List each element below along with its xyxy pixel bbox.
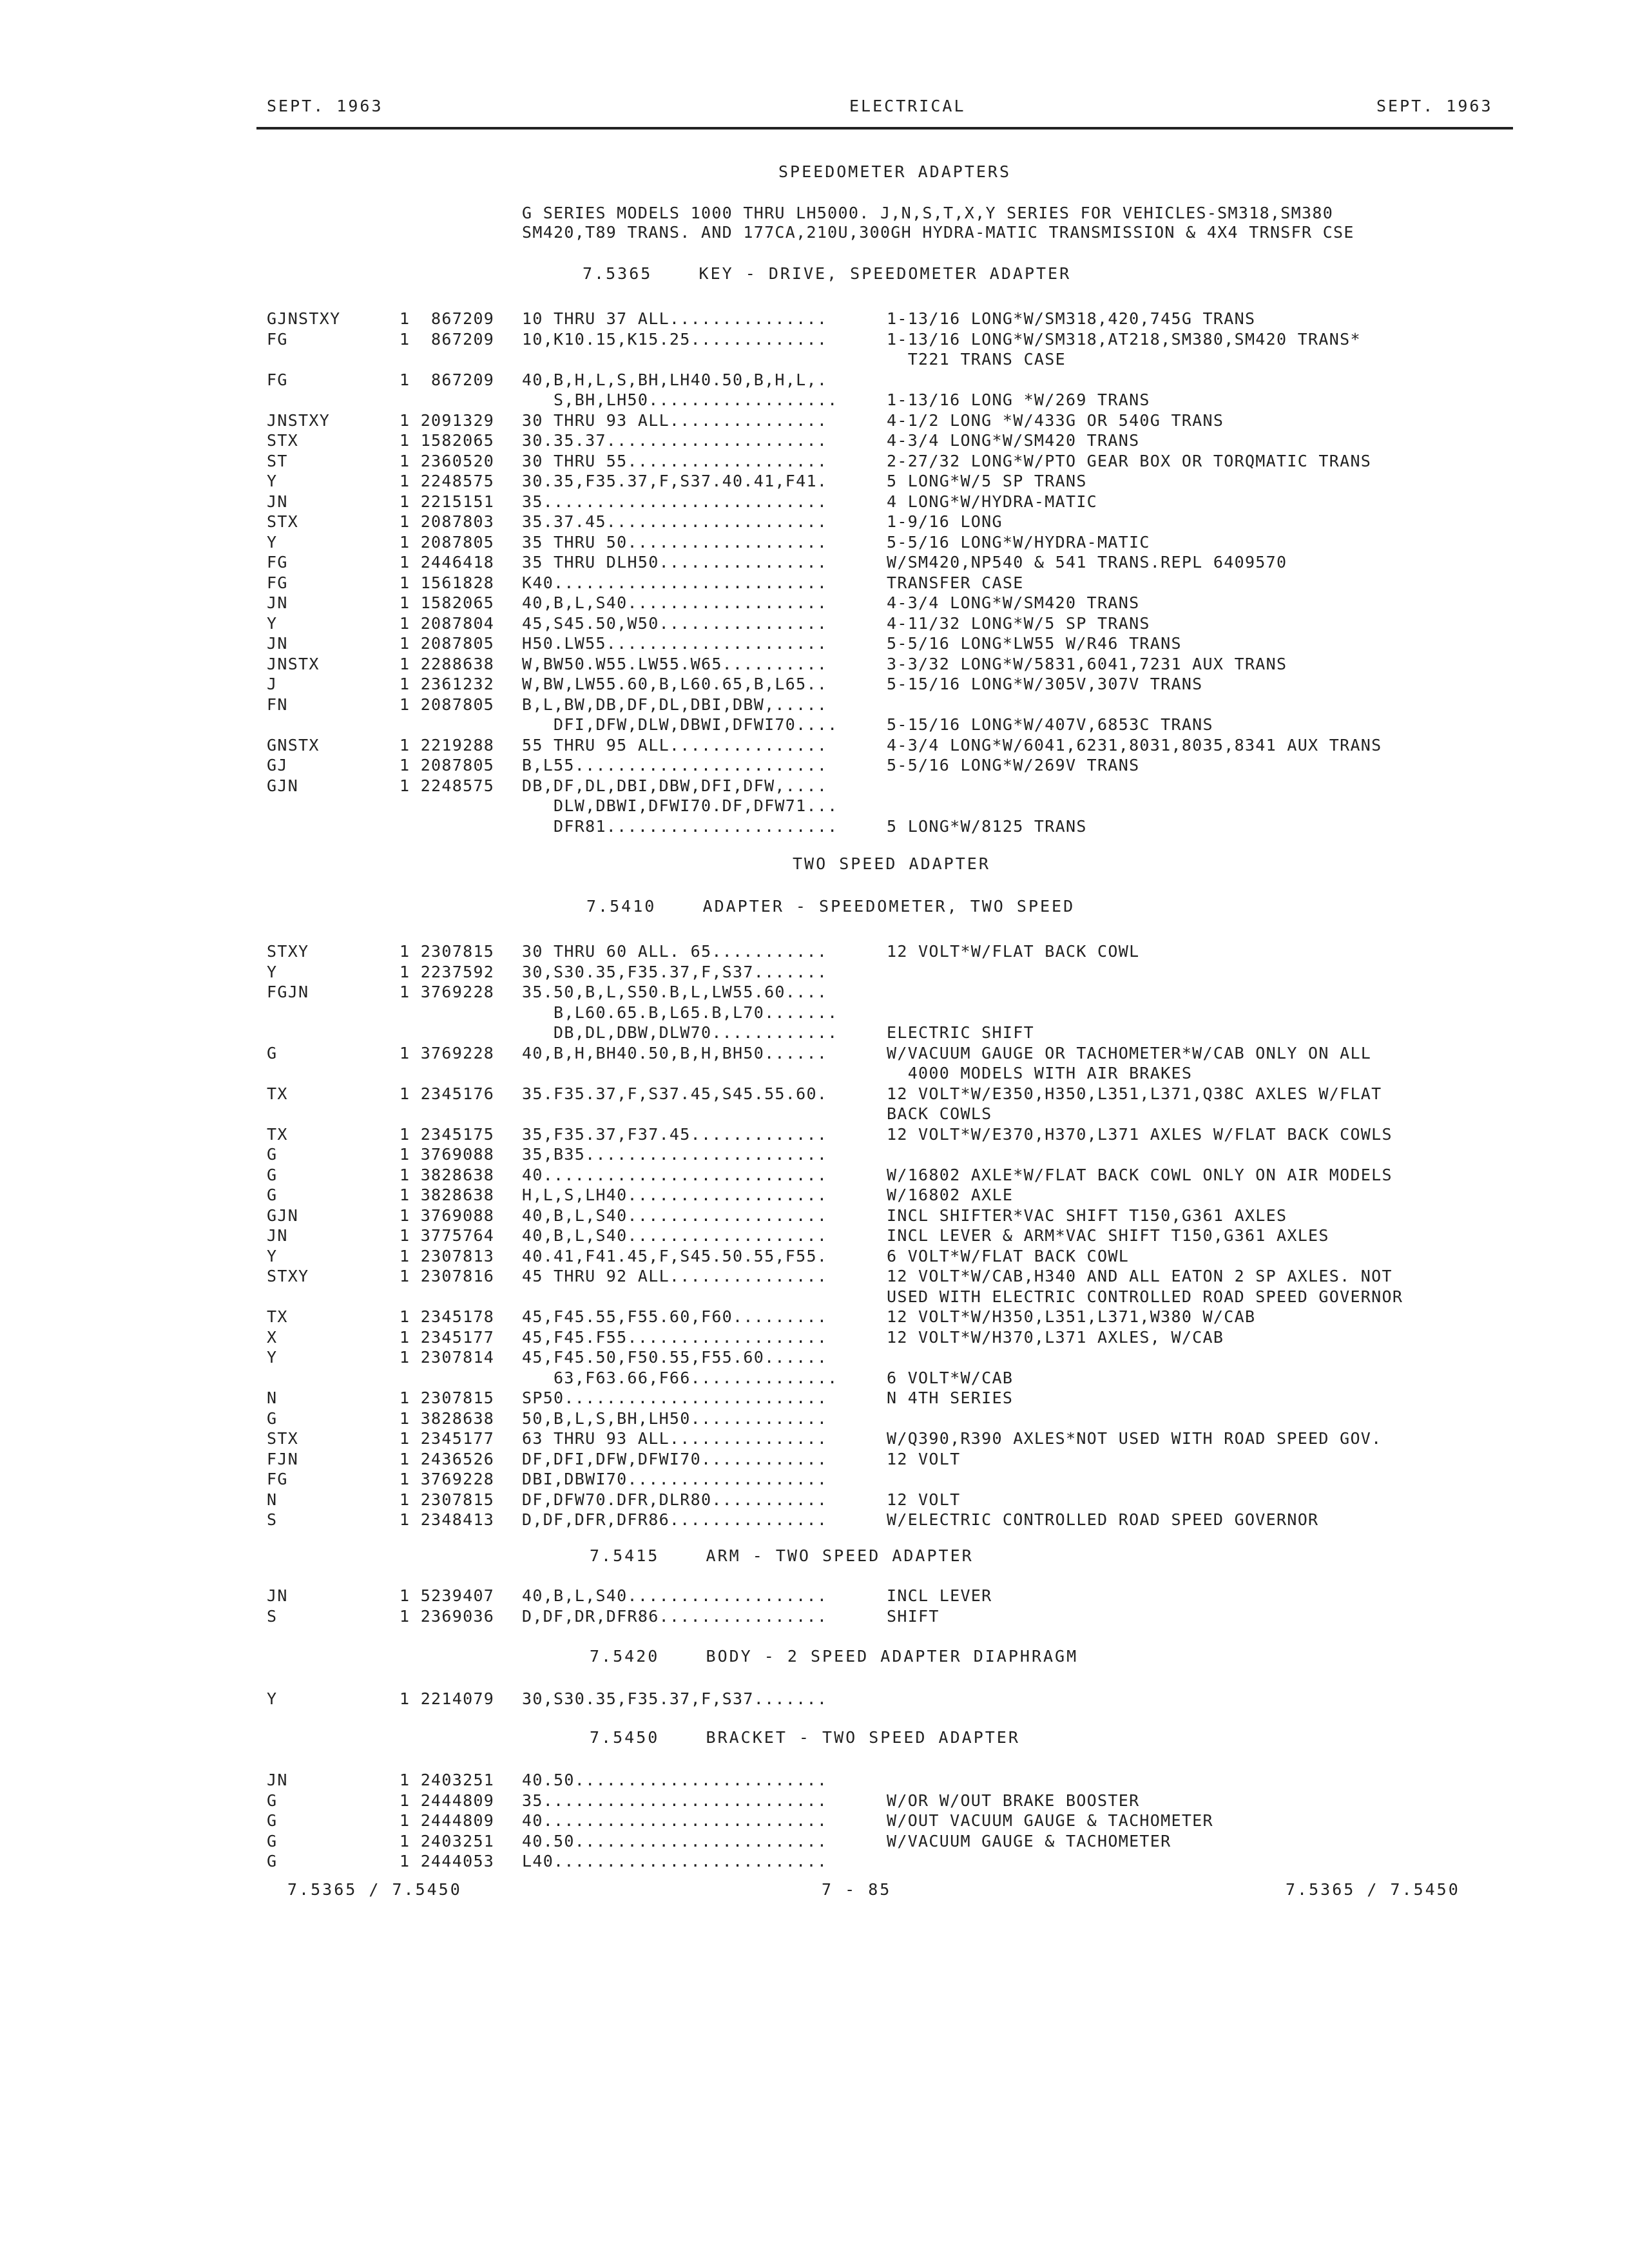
model-list: DF,DFI,DFW,DFWI70............ — [522, 1449, 828, 1468]
remarks: 4-1/2 LONG *W/433G OR 540G TRANS — [887, 410, 1224, 430]
model-list: DFI,DFW,DLW,DBWI,DFWI70.... — [522, 715, 838, 734]
model-list: W,BW50.W55.LW55.W65.......... — [522, 654, 828, 673]
section-heading-7-5365: 7.5365 KEY - DRIVE, SPEEDOMETER ADAPTER — [583, 264, 1072, 283]
qty-part-number: 1 2307814 — [400, 1348, 495, 1367]
series-code: N — [267, 1389, 278, 1407]
qty-part-number: 1 1582065 — [400, 593, 495, 612]
qty-part-number: 1 2091329 — [400, 410, 495, 430]
model-list: 45,S45.50,W50................ — [522, 613, 828, 633]
series-code: G — [267, 1145, 278, 1164]
model-list: 35........................... — [522, 492, 828, 511]
remarks: 5-5/16 LONG*LW55 W/R46 TRANS — [887, 634, 1182, 653]
series-code: S — [267, 1606, 278, 1626]
remarks: 4-11/32 LONG*W/5 SP TRANS — [887, 613, 1150, 633]
model-list: 63,F63.66,F66.............. — [522, 1368, 838, 1387]
remarks: W/OUT VACUUM GAUGE & TACHOMETER — [887, 1811, 1213, 1830]
qty-part-number: 1 867209 — [400, 329, 495, 349]
series-code: STX — [267, 431, 299, 450]
qty-part-number: 1 2345177 — [400, 1327, 495, 1347]
remarks: W/SM420,NP540 & 541 TRANS.REPL 6409570 — [887, 553, 1287, 572]
qty-part-number: 1 2444809 — [400, 1811, 495, 1830]
page-title: SPEEDOMETER ADAPTERS — [778, 162, 1012, 181]
qty-part-number: 1 2307813 — [400, 1246, 495, 1265]
remarks: 6 VOLT*W/FLAT BACK COWL — [887, 1246, 1130, 1265]
page-subtitle-1: G SERIES MODELS 1000 THRU LH5000. J,N,S,T,X,Y SERIES FOR VEHICLES-SM318,SM380 — [522, 204, 1334, 222]
series-code: G — [267, 1186, 278, 1204]
model-list: 30 THRU 60 ALL. 65........... — [522, 942, 828, 961]
section-heading-7-5450: 7.5450 BRACKET - TWO SPEED ADAPTER — [590, 1728, 1020, 1747]
series-code: STX — [267, 512, 299, 531]
header-section: ELECTRICAL — [849, 97, 966, 115]
series-code: G — [267, 1043, 278, 1062]
series-code: JN — [267, 1586, 288, 1605]
remarks: 12 VOLT*W/FLAT BACK COWL — [887, 942, 1140, 961]
remarks: 12 VOLT*W/E370,H370,L371 AXLES W/FLAT BACK COWLS — [887, 1124, 1393, 1144]
qty-part-number: 1 2444053 — [400, 1852, 495, 1870]
qty-part-number: 1 2444809 — [400, 1791, 495, 1810]
qty-part-number: 1 3769088 — [400, 1145, 495, 1164]
qty-part-number: 1 2345176 — [400, 1084, 495, 1103]
qty-part-number: 1 2288638 — [400, 654, 495, 673]
qty-part-number: 1 2307815 — [400, 1389, 495, 1407]
series-code: Y — [267, 1348, 278, 1367]
series-code: FGJN — [267, 983, 309, 1001]
header-rule — [256, 127, 1513, 130]
remarks: ELECTRIC SHIFT — [887, 1023, 1034, 1042]
qty-part-number: 1 2307815 — [400, 942, 495, 961]
series-code: STXY — [267, 942, 309, 961]
remarks: 5-5/16 LONG*W/HYDRA-MATIC — [887, 532, 1150, 552]
two-speed-adapter-title: TWO SPEED ADAPTER — [793, 854, 990, 873]
remarks: 1-13/16 LONG*W/SM318,420,745G TRANS — [887, 309, 1256, 328]
qty-part-number: 1 2446418 — [400, 553, 495, 572]
model-list: 40,B,L,S40................... — [522, 1206, 828, 1225]
remarks: 5 LONG*W/5 SP TRANS — [887, 472, 1087, 490]
remarks: 5-15/16 LONG*W/407V,6853C TRANS — [887, 715, 1213, 734]
remarks: 4 LONG*W/HYDRA-MATIC — [887, 492, 1098, 511]
series-code: ST — [267, 451, 288, 470]
model-list: K40.......................... — [522, 573, 828, 592]
model-list: D,DF,DR,DFR86................ — [522, 1606, 828, 1626]
remarks: 4000 MODELS WITH AIR BRAKES — [887, 1064, 1193, 1082]
model-list: 40.50........................ — [522, 1771, 828, 1789]
remarks: 2-27/32 LONG*W/PTO GEAR BOX OR TORQMATIC TRANS — [887, 451, 1372, 470]
remarks: 12 VOLT — [887, 1449, 961, 1468]
qty-part-number: 1 2403251 — [400, 1771, 495, 1789]
remarks: N 4TH SERIES — [887, 1389, 1014, 1407]
model-list: DBI,DBWI70................... — [522, 1470, 828, 1488]
model-list: S,BH,LH50.................. — [522, 390, 838, 409]
qty-part-number: 1 2219288 — [400, 735, 495, 754]
series-code: FG — [267, 573, 288, 592]
series-code: N — [267, 1490, 278, 1509]
remarks: 5-5/16 LONG*W/269V TRANS — [887, 756, 1140, 774]
model-list: 35,F35.37,F37.45............. — [522, 1124, 828, 1144]
header-date-left: SEPT. 1963 — [267, 97, 383, 115]
model-list: 40.50........................ — [522, 1831, 828, 1850]
remarks: W/ELECTRIC CONTROLLED ROAD SPEED GOVERNOR — [887, 1510, 1319, 1529]
model-list: 35 THRU 50................... — [522, 532, 828, 552]
model-list: 50,B,L,S,BH,LH50............. — [522, 1408, 828, 1428]
section-heading-7-5410: 7.5410 ADAPTER - SPEEDOMETER, TWO SPEED — [586, 897, 1075, 916]
qty-part-number: 1 2345177 — [400, 1429, 495, 1448]
qty-part-number: 1 3828638 — [400, 1165, 495, 1184]
remarks: 1-13/16 LONG*W/SM318,AT218,SM380,SM420 TRANS* — [887, 329, 1361, 349]
remarks: BACK COWLS — [887, 1104, 992, 1123]
model-list: DLW,DBWI,DFWI70.DF,DFW71... — [522, 796, 838, 815]
series-code: TX — [267, 1307, 288, 1326]
remarks: TRANSFER CASE — [887, 573, 1024, 592]
qty-part-number: 1 2436526 — [400, 1449, 495, 1468]
remarks: W/VACUUM GAUGE OR TACHOMETER*W/CAB ONLY ON ALL — [887, 1043, 1372, 1062]
series-code: FG — [267, 370, 288, 389]
model-list: 40,B,L,S40................... — [522, 1586, 828, 1605]
qty-part-number: 1 2087805 — [400, 634, 495, 653]
series-code: Y — [267, 962, 278, 981]
series-code: FN — [267, 695, 288, 714]
series-code: Y — [267, 532, 278, 552]
model-list: 35........................... — [522, 1791, 828, 1810]
model-list: 30 THRU 93 ALL............... — [522, 410, 828, 430]
qty-part-number: 1 2248575 — [400, 776, 495, 795]
model-list: DB,DL,DBW,DLW70............ — [522, 1023, 838, 1042]
model-list: 40,B,L,S40................... — [522, 1226, 828, 1245]
remarks: USED WITH ELECTRIC CONTROLLED ROAD SPEED GOVERNOR — [887, 1287, 1403, 1306]
remarks: 3-3/32 LONG*W/5831,6041,7231 AUX TRANS — [887, 654, 1287, 673]
series-code: J — [267, 675, 278, 693]
qty-part-number: 1 3828638 — [400, 1186, 495, 1204]
series-code: STXY — [267, 1267, 309, 1285]
remarks: T221 TRANS CASE — [887, 350, 1066, 369]
model-list: W,BW,LW55.60,B,L60.65,B,L65.. — [522, 675, 828, 693]
qty-part-number: 1 2248575 — [400, 472, 495, 490]
qty-part-number: 1 2345178 — [400, 1307, 495, 1326]
model-list: 40........................... — [522, 1811, 828, 1830]
series-code: G — [267, 1852, 278, 1870]
section-heading-7-5415: 7.5415 ARM - TWO SPEED ADAPTER — [590, 1546, 974, 1565]
qty-part-number: 1 2348413 — [400, 1510, 495, 1529]
section-heading-7-5420: 7.5420 BODY - 2 SPEED ADAPTER DIAPHRAGM — [590, 1647, 1079, 1666]
qty-part-number: 1 2087805 — [400, 756, 495, 774]
series-code: FG — [267, 553, 288, 572]
series-code: JNSTXY — [267, 410, 331, 430]
series-code: Y — [267, 472, 278, 490]
remarks: W/Q390,R390 AXLES*NOT USED WITH ROAD SPEED GOV. — [887, 1429, 1382, 1448]
model-list: 40........................... — [522, 1165, 828, 1184]
series-code: S — [267, 1510, 278, 1529]
qty-part-number: 1 2087804 — [400, 613, 495, 633]
series-code: FG — [267, 1470, 288, 1488]
model-list: 30.35.37..................... — [522, 431, 828, 450]
series-code: GNSTX — [267, 735, 320, 754]
qty-part-number: 1 1582065 — [400, 431, 495, 450]
qty-part-number: 1 2369036 — [400, 1606, 495, 1626]
qty-part-number: 1 2237592 — [400, 962, 495, 981]
model-list: H50.LW55..................... — [522, 634, 828, 653]
remarks: 12 VOLT*W/CAB,H340 AND ALL EATON 2 SP AXLES. NOT — [887, 1267, 1393, 1285]
qty-part-number: 1 3769228 — [400, 1043, 495, 1062]
model-list: 45,F45.55,F55.60,F60......... — [522, 1307, 828, 1326]
remarks: 5-15/16 LONG*W/305V,307V TRANS — [887, 675, 1203, 693]
series-code: JN — [267, 492, 288, 511]
model-list: 35.F35.37,F,S37.45,S45.55.60. — [522, 1084, 828, 1103]
model-list: 63 THRU 93 ALL............... — [522, 1429, 828, 1448]
model-list: 45,F45.50,F50.55,F55.60...... — [522, 1348, 828, 1367]
series-code: STX — [267, 1429, 299, 1448]
series-code: JN — [267, 1771, 288, 1789]
remarks: INCL LEVER — [887, 1586, 992, 1605]
series-code: JNSTX — [267, 654, 320, 673]
model-list: SP50......................... — [522, 1389, 828, 1407]
qty-part-number: 1 2403251 — [400, 1831, 495, 1850]
model-list: 55 THRU 95 ALL............... — [522, 735, 828, 754]
remarks: W/OR W/OUT BRAKE BOOSTER — [887, 1791, 1140, 1810]
qty-part-number: 1 2214079 — [400, 1689, 495, 1708]
remarks: SHIFT — [887, 1606, 940, 1626]
remarks: 12 VOLT*W/E350,H350,L351,L371,Q38C AXLES W/FLAT — [887, 1084, 1382, 1103]
qty-part-number: 1 3769228 — [400, 1470, 495, 1488]
footer-page-number: 7 - 85 — [822, 1880, 892, 1899]
series-code: X — [267, 1327, 278, 1347]
remarks: W/16802 AXLE — [887, 1186, 1014, 1204]
remarks: 12 VOLT — [887, 1490, 961, 1509]
series-code: G — [267, 1408, 278, 1428]
model-list: 10 THRU 37 ALL............... — [522, 309, 828, 328]
model-list: DFR81...................... — [522, 816, 838, 836]
footer-range-left: 7.5365 / 7.5450 — [287, 1880, 462, 1899]
series-code: TX — [267, 1084, 288, 1103]
remarks: 1-9/16 LONG — [887, 512, 1003, 531]
remarks: 1-13/16 LONG *W/269 TRANS — [887, 390, 1150, 409]
model-list: 45,F45.F55................... — [522, 1327, 828, 1347]
footer-range-right: 7.5365 / 7.5450 — [1286, 1880, 1460, 1899]
qty-part-number: 1 2361232 — [400, 675, 495, 693]
model-list: 35.50,B,L,S50.B,L,LW55.60.... — [522, 983, 828, 1001]
remarks: 5 LONG*W/8125 TRANS — [887, 816, 1087, 836]
series-code: G — [267, 1831, 278, 1850]
series-code: G — [267, 1811, 278, 1830]
series-code: JN — [267, 593, 288, 612]
page-subtitle-2: SM420,T89 TRANS. AND 177CA,210U,300GH HYDRA-MATIC TRANSMISSION & 4X4 TRNSFR CSE — [522, 223, 1354, 242]
model-list: D,DF,DFR,DFR86............... — [522, 1510, 828, 1529]
qty-part-number: 1 3769088 — [400, 1206, 495, 1225]
qty-part-number: 1 867209 — [400, 370, 495, 389]
qty-part-number: 1 3775764 — [400, 1226, 495, 1245]
model-list: 30.35,F35.37,F,S37.40.41,F41. — [522, 472, 828, 490]
remarks: 12 VOLT*W/H350,L351,L371,W380 W/CAB — [887, 1307, 1256, 1326]
qty-part-number: 1 2307815 — [400, 1490, 495, 1509]
model-list: 35.37.45..................... — [522, 512, 828, 531]
series-code: Y — [267, 613, 278, 633]
remarks: INCL LEVER & ARM*VAC SHIFT T150,G361 AXLES — [887, 1226, 1329, 1245]
remarks: 4-3/4 LONG*W/6041,6231,8031,8035,8341 AUX TRANS — [887, 735, 1382, 754]
remarks: 12 VOLT*W/H370,L371 AXLES, W/CAB — [887, 1327, 1224, 1347]
series-code: G — [267, 1165, 278, 1184]
model-list: DF,DFW70.DFR,DLR80........... — [522, 1490, 828, 1509]
series-code: JN — [267, 634, 288, 653]
model-list: 40.41,F41.45,F,S45.50.55,F55. — [522, 1246, 828, 1265]
remarks: W/VACUUM GAUGE & TACHOMETER — [887, 1831, 1171, 1850]
model-list: 30,S30.35,F35.37,F,S37....... — [522, 962, 828, 981]
qty-part-number: 1 2360520 — [400, 451, 495, 470]
remarks: W/16802 AXLE*W/FLAT BACK COWL ONLY ON AIR MODELS — [887, 1165, 1393, 1184]
model-list: H,L,S,LH40................... — [522, 1186, 828, 1204]
qty-part-number: 1 3769228 — [400, 983, 495, 1001]
model-list: 35,B35....................... — [522, 1145, 828, 1164]
qty-part-number: 1 2087803 — [400, 512, 495, 531]
model-list: 40,B,H,BH40.50,B,H,BH50...... — [522, 1043, 828, 1062]
qty-part-number: 1 5239407 — [400, 1586, 495, 1605]
model-list: DB,DF,DL,DBI,DBW,DFI,DFW,.... — [522, 776, 828, 795]
remarks: INCL SHIFTER*VAC SHIFT T150,G361 AXLES — [887, 1206, 1287, 1225]
qty-part-number: 1 867209 — [400, 309, 495, 328]
qty-part-number: 1 2345175 — [400, 1124, 495, 1144]
qty-part-number: 1 2215151 — [400, 492, 495, 511]
series-code: Y — [267, 1689, 278, 1708]
series-code: GJN — [267, 776, 299, 795]
series-code: GJNSTXY — [267, 309, 341, 328]
series-code: Y — [267, 1246, 278, 1265]
remarks: 6 VOLT*W/CAB — [887, 1368, 1014, 1387]
model-list: 30,S30.35,F35.37,F,S37....... — [522, 1689, 828, 1708]
qty-part-number: 1 1561828 — [400, 573, 495, 592]
remarks: 4-3/4 LONG*W/SM420 TRANS — [887, 431, 1140, 450]
model-list: 35 THRU DLH50................ — [522, 553, 828, 572]
model-list: L40.......................... — [522, 1852, 828, 1870]
model-list: B,L,BW,DB,DF,DL,DBI,DBW,..... — [522, 695, 828, 714]
qty-part-number: 1 2087805 — [400, 695, 495, 714]
model-list: 45 THRU 92 ALL............... — [522, 1267, 828, 1285]
series-code: FG — [267, 329, 288, 349]
series-code: G — [267, 1791, 278, 1810]
series-code: TX — [267, 1124, 288, 1144]
series-code: GJ — [267, 756, 288, 774]
qty-part-number: 1 2087805 — [400, 532, 495, 552]
series-code: GJN — [267, 1206, 299, 1225]
model-list: 30 THRU 55................... — [522, 451, 828, 470]
model-list: B,L55........................ — [522, 756, 828, 774]
qty-part-number: 1 3828638 — [400, 1408, 495, 1428]
header-date-right: SEPT. 1963 — [1376, 97, 1493, 115]
series-code: JN — [267, 1226, 288, 1245]
qty-part-number: 1 2307816 — [400, 1267, 495, 1285]
model-list: 40,B,H,L,S,BH,LH40.50,B,H,L,. — [522, 370, 828, 389]
model-list: 10,K10.15,K15.25............. — [522, 329, 828, 349]
model-list: B,L60.65.B,L65.B,L70....... — [522, 1003, 838, 1022]
series-code: FJN — [267, 1449, 299, 1468]
model-list: 40,B,L,S40................... — [522, 593, 828, 612]
remarks: 4-3/4 LONG*W/SM420 TRANS — [887, 593, 1140, 612]
